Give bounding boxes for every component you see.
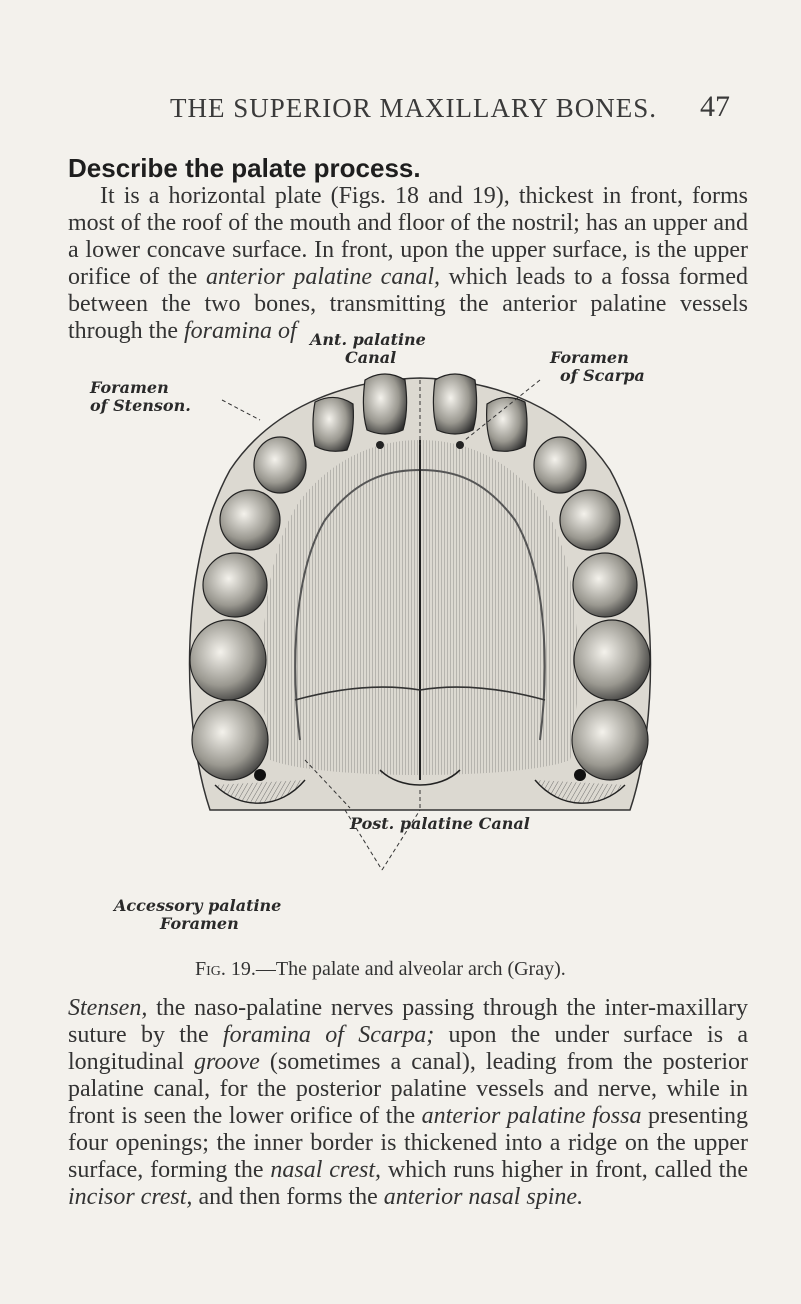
running-head: THE SUPERIOR MAXILLARY BONES.: [170, 93, 658, 123]
tooth: [560, 490, 620, 550]
para2-italic-4: anterior palatine fossa: [421, 1103, 642, 1129]
tooth: [433, 374, 476, 434]
paragraph-1: [68, 183, 748, 345]
caption-fig-number: Fig. 19.: [195, 958, 256, 980]
foramen-stenson-marker: [376, 441, 384, 449]
para2-text-3: (sometimes a canal), leading from the posterior palatine canal, for the posterior palatine vessels and nerve, while in front is seen the lower orifice of the: [68, 1049, 748, 1129]
para1-text-1: It is a horizontal plate (Figs. 18 and 19), thickest in front, forms most of the roof of the mouth and floor of the nostril; has an upper and a lower concave surface. In front, upon the upper surface, is the upper orifice of the: [68, 183, 748, 290]
foramen-scarpa-marker: [456, 441, 464, 449]
tooth: [363, 374, 406, 434]
section-heading: Describe the palate process.: [68, 153, 421, 183]
para2-italic-7: anterior nasal spine.: [383, 1184, 584, 1210]
tooth: [313, 397, 353, 451]
paragraph-2: [68, 995, 748, 1211]
para2-text-2: upon the under surface is a longitudinal: [68, 1022, 748, 1075]
tooth: [220, 490, 280, 550]
tooth: [190, 620, 266, 700]
tooth: [573, 553, 637, 617]
tooth: [572, 700, 648, 780]
label-foramen-scarpa-line-1: Foramen: [550, 348, 629, 367]
para1-italic-2: foramina of: [183, 318, 297, 344]
tooth: [574, 620, 650, 700]
para2-text-6: and then forms the: [192, 1184, 384, 1210]
post-palatine-marker-left: [254, 769, 266, 781]
para2-italic-5: nasal crest,: [270, 1157, 381, 1183]
tooth: [534, 437, 586, 493]
palate-illustration: [120, 340, 720, 960]
label-ant-palatine-canal-line-2: Canal: [345, 348, 397, 367]
para2-italic-1: Stensen,: [68, 995, 148, 1021]
tooth: [192, 700, 268, 780]
label-ant-palatine-canal-line-1: Ant. palatine: [310, 330, 426, 349]
label-foramen-scarpa-line-2: of Scarpa: [560, 366, 645, 385]
para1-italic-1: anterior palatine canal,: [205, 264, 440, 290]
label-foramen-stenson-line-1: Foramen: [90, 378, 169, 397]
label-post-palatine-canal: Post. palatine Canal: [350, 814, 530, 833]
para2-italic-3: groove: [194, 1049, 260, 1075]
label-accessory-palatine-line-2: Foramen: [160, 914, 239, 933]
figure-caption: [195, 958, 566, 981]
para2-text-1: the naso-palatine nerves passing through the inter-maxillary suture by the: [68, 995, 748, 1048]
page-number: 47: [700, 90, 730, 123]
para2-text-4: presenting four openings; the inner border is thickened into a ridge on the upper surface, forming the: [68, 1103, 748, 1183]
tooth: [254, 437, 306, 493]
para2-italic-2: foramina of Scarpa;: [222, 1022, 435, 1048]
tooth: [203, 553, 267, 617]
para1-text-2: which leads to a fossa formed between the two bones, transmitting the anterior palatine vessels through the: [68, 264, 748, 344]
post-palatine-marker-right: [574, 769, 586, 781]
para2-italic-6: incisor crest,: [68, 1184, 193, 1210]
para2-text-5: which runs higher in front, called the: [381, 1157, 748, 1183]
tooth: [487, 397, 527, 451]
label-foramen-stenson-line-2: of Stenson.: [90, 396, 191, 415]
caption-text: —The palate and alveolar arch (Gray).: [255, 958, 566, 980]
label-accessory-palatine-line-1: Accessory palatine: [114, 896, 282, 915]
